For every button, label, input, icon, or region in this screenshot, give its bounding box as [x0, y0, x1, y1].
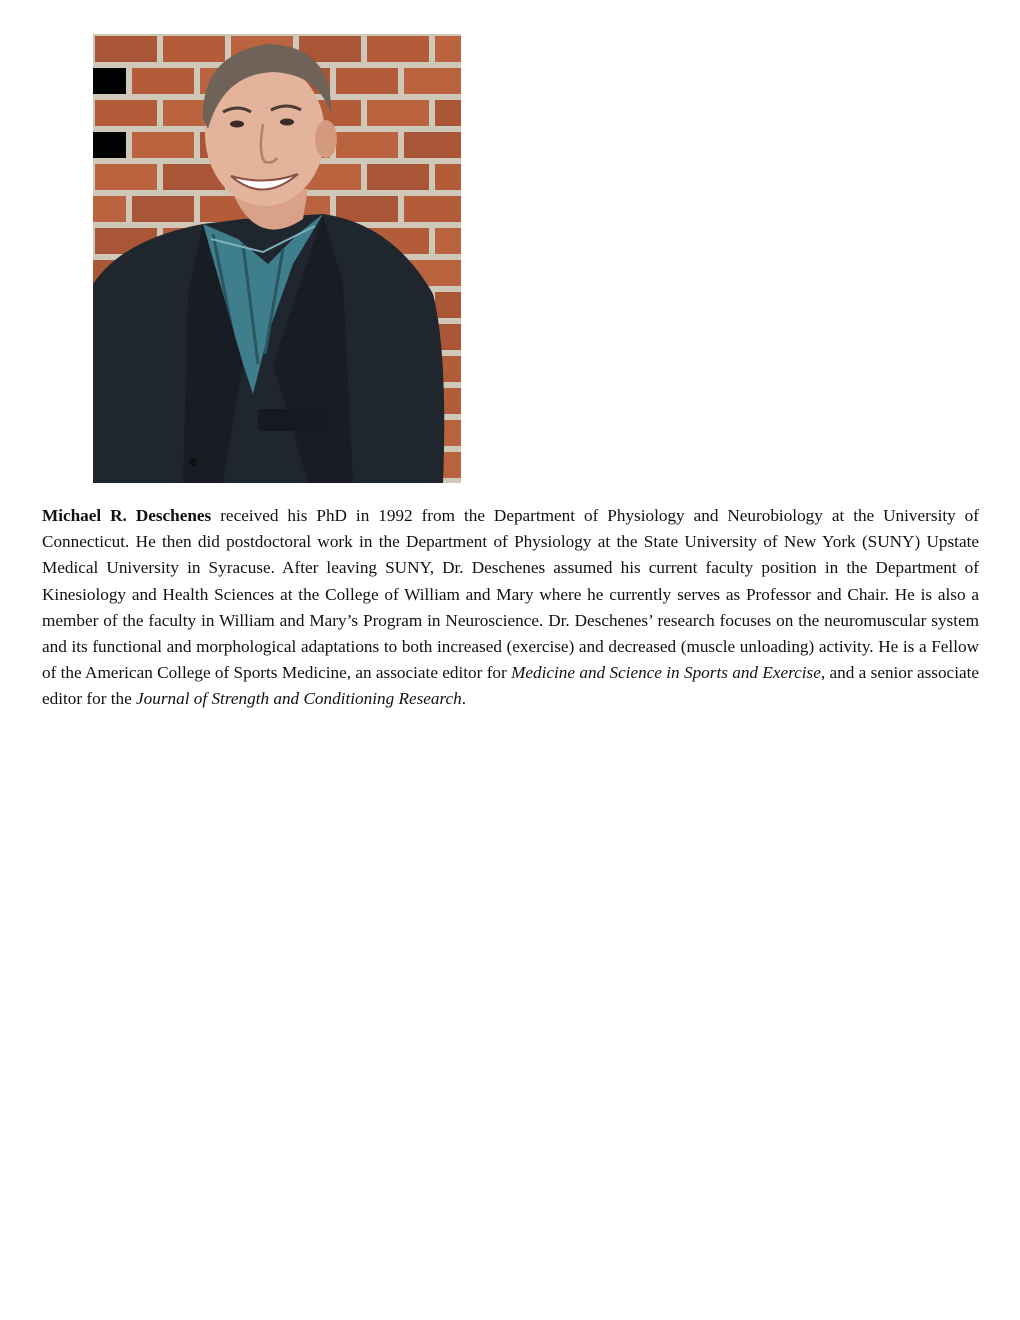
- brick: [95, 36, 157, 62]
- bio-text-part-3: .: [461, 689, 467, 709]
- person-name: Michael R. Deschenes: [42, 506, 212, 525]
- brick: [93, 196, 126, 222]
- brick: [132, 196, 194, 222]
- brick: [336, 196, 398, 222]
- biography-paragraph: [42, 503, 979, 713]
- brick: [435, 228, 461, 254]
- portrait-illustration: [93, 34, 461, 483]
- journal-title-2: Journal of Strength and Conditioning Research: [136, 689, 462, 709]
- portrait-photo: [93, 34, 461, 483]
- brick: [404, 132, 461, 158]
- bio-text-part-1: received his PhD in 1992 from the Department of Physiology and Neurobiology at the University of Connecticut. He then did postdoctoral work in the Department of Physiology at the State University of New York (SUNY) Upstate Medical University in Syracuse. After leaving SUNY, Dr. Deschenes assumed his current faculty position in the Department of Kinesiology and Health Sciences at the College of William and Mary where he currently serves as Professor and Chair. He is also a member of the faculty in William and Mary’s Program in Neuroscience. Dr. Deschenes’ research focuses on the neuromuscular system and its functional and morphological adaptations to both increased (exercise) and decreased (muscle unloading) activity. He is a Fellow of the American College of Sports Medicine, an associate editor for: [42, 506, 979, 683]
- brick: [93, 68, 126, 94]
- brick: [404, 68, 461, 94]
- brick: [367, 100, 429, 126]
- bio-text-part-2: , and a senior associate editor for the: [42, 663, 979, 709]
- brick: [336, 68, 398, 94]
- brick: [367, 36, 429, 62]
- brick: [163, 36, 225, 62]
- brick: [95, 164, 157, 190]
- brick: [435, 164, 461, 190]
- journal-title-1: Medicine and Science in Sports and Exercise: [511, 663, 821, 683]
- brick: [132, 132, 194, 158]
- brick: [336, 132, 398, 158]
- brick: [132, 68, 194, 94]
- brick: [435, 36, 461, 62]
- brick: [93, 132, 126, 158]
- brick: [435, 292, 461, 318]
- brick: [95, 100, 157, 126]
- brick: [367, 164, 429, 190]
- brick: [435, 100, 461, 126]
- brick: [404, 196, 461, 222]
